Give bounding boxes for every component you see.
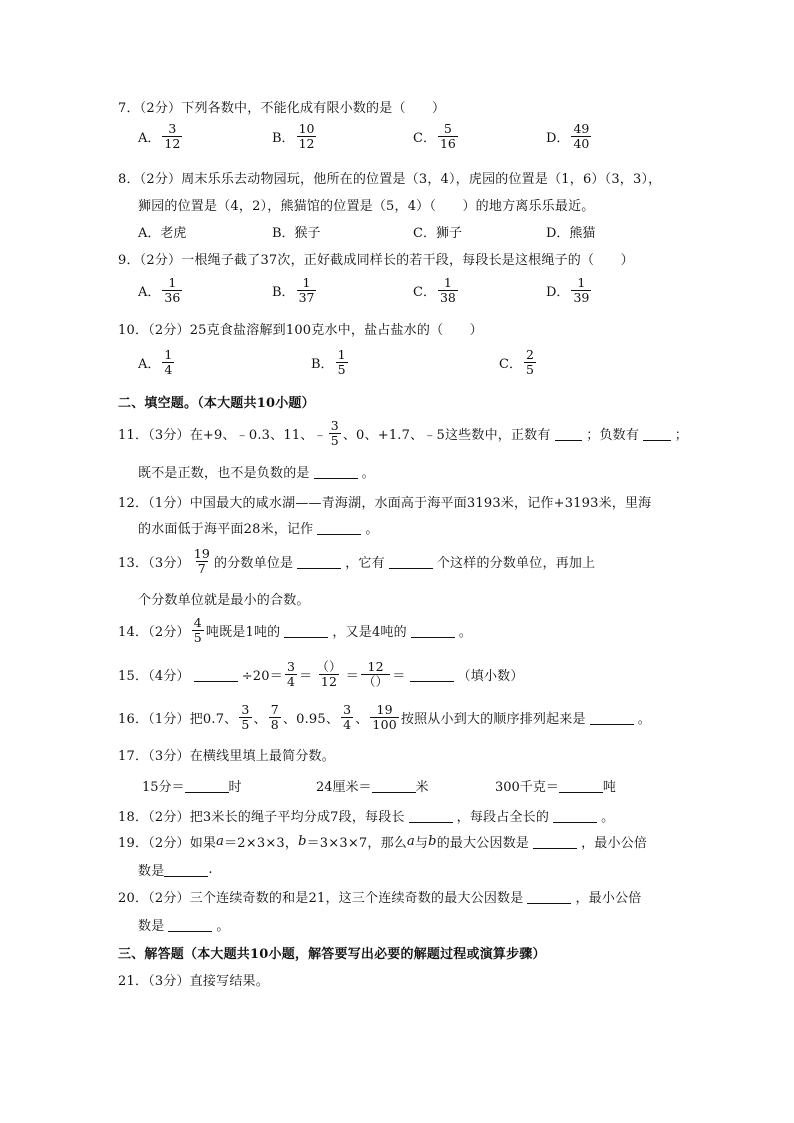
text: 二、填空题。（本大题共10小题） xyxy=(118,395,315,411)
text: 米 xyxy=(415,780,429,795)
text: ，又是4吨的 xyxy=(332,624,407,640)
question-11-line-1 xyxy=(118,418,688,448)
text: 3 xyxy=(241,701,250,717)
text: 3 xyxy=(168,121,177,136)
text: 7 xyxy=(197,560,206,576)
text: 按照从小到大的顺序排列起来是 xyxy=(400,711,586,727)
text: 40 xyxy=(573,136,590,151)
text: ＝ xyxy=(392,668,406,684)
answer-blank[interactable] xyxy=(533,834,577,849)
text: 三、解答题（本大题共10小题，解答要写出必要的解题过程或演算步骤） xyxy=(118,946,546,962)
fraction xyxy=(571,122,591,151)
q7-option-b xyxy=(272,122,318,151)
section-2-heading xyxy=(118,386,688,416)
fraction xyxy=(162,122,182,151)
fraction xyxy=(341,703,353,732)
q10-option-c xyxy=(499,348,538,377)
q17-item-1 xyxy=(142,776,242,795)
text: 36 xyxy=(164,290,181,305)
fraction xyxy=(438,122,458,151)
text: D． xyxy=(546,131,570,146)
text: 38 xyxy=(439,290,456,305)
answer-blank[interactable] xyxy=(643,426,671,441)
text: 数是 xyxy=(138,918,165,934)
answer-blank[interactable] xyxy=(389,554,433,569)
text: B．猴子 xyxy=(272,226,321,241)
question-13-line-2 xyxy=(138,583,708,613)
text: 。 xyxy=(216,918,230,934)
answer-blank[interactable] xyxy=(411,623,455,638)
text: 9．（2分）一根绳子截了37次，正好截成同样长的若干段，每段长是这根绳子的（ ） xyxy=(118,252,634,268)
q8-option-b xyxy=(272,222,321,241)
q9-option-d xyxy=(546,276,593,305)
text: 狮园的位置是（4，2），熊猫馆的位置是（5，4）（ ）的地方离乐乐最近。 xyxy=(138,198,595,214)
fraction xyxy=(192,547,212,576)
text: 1 xyxy=(577,275,586,290)
text: 、 xyxy=(355,711,369,727)
text: B． xyxy=(272,131,295,146)
text: ，每段占全长的 xyxy=(456,809,550,825)
text: 17．（3分）在横线里填上最简分数。 xyxy=(118,748,335,764)
q17-item-3 xyxy=(495,776,616,795)
text: 13．（3分） xyxy=(118,555,190,571)
text: 15分＝ xyxy=(142,780,185,795)
q9-option-b xyxy=(272,276,318,305)
fraction xyxy=(162,348,174,377)
answer-blank[interactable] xyxy=(590,710,634,725)
text: 5 xyxy=(443,121,452,136)
section-3-heading xyxy=(118,937,688,967)
text: D． xyxy=(546,285,570,300)
text: ÷20＝ xyxy=(241,668,283,684)
text: 12．（1分）中国最大的咸水湖——青海湖，水面高于海平面3193米，记作+3193米，里海 xyxy=(118,495,652,511)
text: 。 xyxy=(637,711,651,727)
answer-blank[interactable] xyxy=(553,808,597,823)
text: 15．（4分） xyxy=(118,668,190,684)
text: 20．（2分）三个连续奇数的和是21，这三个连续奇数的最大公因数是 xyxy=(118,890,524,906)
answer-blank[interactable] xyxy=(317,520,361,535)
text: B． xyxy=(272,285,295,300)
question-8-line-1 xyxy=(118,162,688,192)
fraction xyxy=(285,660,297,689)
text: 的最大公因数是 xyxy=(436,835,530,851)
text: 。 xyxy=(601,809,615,825)
text: 4 xyxy=(164,362,173,377)
fraction xyxy=(524,348,536,377)
text: 4 xyxy=(343,716,352,732)
text: b xyxy=(428,833,437,849)
fraction xyxy=(239,703,251,732)
text: 5 xyxy=(193,629,202,645)
text: C． xyxy=(413,285,436,300)
text: 100 xyxy=(372,716,397,732)
text: 8 xyxy=(270,716,279,732)
question-19-line-1 xyxy=(118,826,688,856)
text: 16．（1分）把0.7、 xyxy=(118,711,238,727)
q9-option-c xyxy=(413,276,460,305)
text: 5 xyxy=(241,716,250,732)
text: 2 xyxy=(525,347,534,362)
text: 11．（3分）在+9、﹣0.3、11、﹣ xyxy=(118,427,327,443)
q10-option-b xyxy=(311,348,350,377)
fraction xyxy=(438,276,458,305)
text: A． xyxy=(138,285,161,300)
text: （） xyxy=(316,658,342,674)
text: 37 xyxy=(298,290,315,305)
text: 5 xyxy=(337,362,346,377)
text: 、0、+1.7、﹣5这些数中，正数有 xyxy=(342,427,551,443)
fraction xyxy=(297,276,317,305)
fraction xyxy=(361,660,390,689)
question-10-stem xyxy=(118,313,688,343)
text: 12 xyxy=(298,136,315,151)
text: 300千克＝ xyxy=(495,780,559,795)
text: 。 xyxy=(361,465,375,481)
q10-option-a xyxy=(138,348,176,377)
fraction xyxy=(336,348,348,377)
question-7-stem xyxy=(118,91,688,121)
text: 19 xyxy=(193,545,211,561)
answer-blank[interactable] xyxy=(372,778,416,793)
fraction xyxy=(269,703,281,732)
text: ＝ xyxy=(345,668,359,684)
text: ＝2×3×3， xyxy=(224,835,299,851)
answer-blank[interactable] xyxy=(410,667,454,682)
q7-option-c xyxy=(413,122,460,151)
fraction xyxy=(314,660,343,689)
answer-blank[interactable] xyxy=(185,778,229,793)
text: 19 xyxy=(376,701,393,717)
q8-option-c xyxy=(413,222,462,241)
answer-blank[interactable] xyxy=(527,889,571,904)
text: 个这样的分数单位，再加上 xyxy=(436,555,596,571)
text: a xyxy=(216,833,225,849)
text: 4 xyxy=(193,614,202,630)
text: 8．（2分）周末乐乐去动物园玩，他所在的位置是（3，4），虎园的位置是（1，6）（3，3）， xyxy=(118,171,662,187)
text: 1 xyxy=(302,275,311,290)
text: 时 xyxy=(228,780,242,795)
text: 7 xyxy=(270,701,279,717)
text: 的水面低于海平面28米，记作 xyxy=(138,521,314,537)
text: . xyxy=(208,861,213,877)
text: 3 xyxy=(343,701,352,717)
text: D．熊猫 xyxy=(546,226,596,241)
text: 5 xyxy=(525,362,534,377)
question-21 xyxy=(118,964,688,994)
text: 1 xyxy=(443,275,452,290)
q8-option-d xyxy=(546,222,595,241)
q7-option-a xyxy=(138,122,184,151)
text: 1 xyxy=(337,347,346,362)
question-12-line-2 xyxy=(138,512,708,542)
answer-blank[interactable] xyxy=(297,554,341,569)
fraction xyxy=(162,276,182,305)
fraction xyxy=(370,703,398,732)
question-20-line-2 xyxy=(138,909,708,939)
text: 既不是正数，也不是负数的是 xyxy=(138,465,310,481)
text: 数是 xyxy=(138,863,165,879)
answer-blank[interactable] xyxy=(194,667,238,682)
text: ＝ xyxy=(299,668,313,684)
text: ，最小公倍 xyxy=(581,835,648,851)
text: a xyxy=(407,833,415,849)
question-17-stem xyxy=(118,739,688,769)
text: 、0.95、 xyxy=(282,711,340,727)
text: ； xyxy=(674,427,688,443)
text: 10．（2分）25克食盐溶解到100克水中，盐占盐水的（ ） xyxy=(118,322,483,338)
text: 的分数单位是 xyxy=(214,555,294,571)
text: A． xyxy=(138,357,161,372)
text: 吨既是1吨的 xyxy=(205,624,281,640)
text: 、 xyxy=(253,711,267,727)
question-20-line-1 xyxy=(118,881,688,911)
text: B． xyxy=(311,357,334,372)
text: 49 xyxy=(573,121,590,136)
answer-blank[interactable] xyxy=(168,917,212,932)
text: ，它有 xyxy=(345,555,385,571)
text: C． xyxy=(499,357,522,372)
text: A．老虎 xyxy=(138,226,187,241)
question-9-stem xyxy=(118,243,688,273)
text: 10 xyxy=(298,121,315,136)
question-11-line-2 xyxy=(138,456,708,486)
text: 12 xyxy=(320,673,338,689)
text: （） xyxy=(362,673,389,689)
question-15 xyxy=(118,659,688,689)
q7-option-d xyxy=(546,122,593,151)
text: 5 xyxy=(330,432,339,448)
answer-blank[interactable] xyxy=(409,808,453,823)
text: 21．（3分）直接写结果。 xyxy=(118,973,269,989)
text: 4 xyxy=(286,673,296,689)
text: 个分数单位就是最小的合数。 xyxy=(138,592,310,608)
question-13-line-1 xyxy=(118,546,688,576)
answer-blank[interactable] xyxy=(555,426,583,441)
text: 1 xyxy=(164,347,173,362)
answer-blank[interactable] xyxy=(284,623,328,638)
text: ，最小公倍 xyxy=(575,890,642,906)
fraction xyxy=(297,122,317,151)
text: 与 xyxy=(414,835,429,851)
text: 12 xyxy=(367,658,384,674)
fraction xyxy=(329,419,341,448)
fraction xyxy=(192,616,204,645)
text: 12 xyxy=(164,136,181,151)
text: C．狮子 xyxy=(413,226,462,241)
text: 14．（2分） xyxy=(118,624,190,640)
text: （填小数） xyxy=(457,668,524,684)
text: 3 xyxy=(330,417,339,433)
q17-item-2 xyxy=(316,776,429,795)
question-19-line-2 xyxy=(138,854,708,884)
text: 19．（2分）如果 xyxy=(118,835,217,851)
text: C． xyxy=(413,131,436,146)
question-16 xyxy=(118,702,688,732)
answer-blank[interactable] xyxy=(314,464,358,479)
text: 7．（2分）下列各数中，不能化成有限小数的是（ ） xyxy=(118,100,446,116)
text: 18．（2分）把3米长的绳子平均分成7段，每段长 xyxy=(118,809,405,825)
answer-blank[interactable] xyxy=(559,778,603,793)
text: A． xyxy=(138,131,161,146)
text: 24厘米＝ xyxy=(316,780,372,795)
fraction xyxy=(571,276,591,305)
text: 。 xyxy=(365,521,379,537)
text: ＝3×3×7，那么 xyxy=(306,835,408,851)
text: b xyxy=(298,833,307,849)
text: 吨 xyxy=(602,780,616,795)
text: 39 xyxy=(573,290,590,305)
q8-option-a xyxy=(138,222,186,241)
question-14 xyxy=(118,615,688,645)
text: 16 xyxy=(439,136,456,151)
text: 3 xyxy=(286,658,296,674)
question-8-line-2 xyxy=(138,189,708,219)
text: ；负数有 xyxy=(586,427,640,443)
text: 。 xyxy=(458,624,473,640)
text: 1 xyxy=(168,275,177,290)
q9-option-a xyxy=(138,276,184,305)
answer-blank[interactable] xyxy=(164,862,208,877)
